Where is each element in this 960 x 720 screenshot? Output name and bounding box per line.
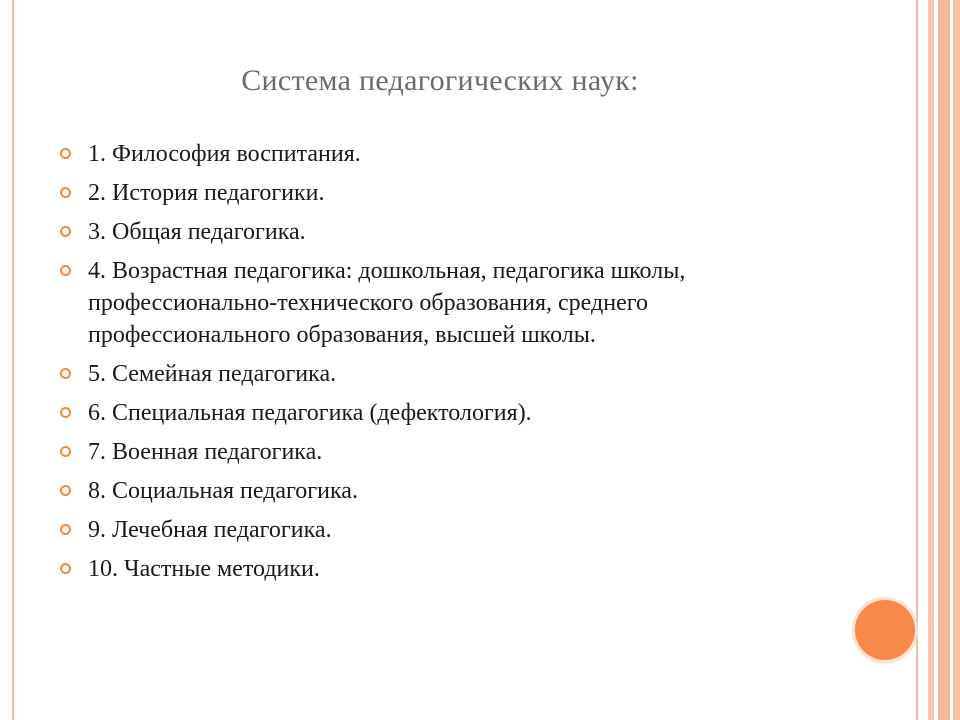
- list-item: [58, 358, 778, 390]
- slide-title: Система педагогических наук:: [241, 64, 639, 97]
- list-item-text: 4. Возрастная педагогика: дошкольная, педагогика школы, профессионально-технического образования, среднего профессионального образования, высшей школы.: [88, 258, 686, 348]
- list-item: [58, 397, 778, 429]
- circle-outline-icon: [60, 485, 71, 496]
- list-item: [58, 138, 778, 170]
- list-item-text: 3. Общая педагогика.: [88, 219, 306, 245]
- circle-outline-icon: [60, 226, 71, 237]
- list-item: [58, 436, 778, 468]
- orange-circle-icon: [855, 600, 915, 660]
- circle-outline-icon: [60, 524, 71, 535]
- list-item-text: 7. Военная педагогика.: [88, 439, 323, 465]
- list-item-text: 6. Специальная педагогика (дефектология).: [88, 400, 532, 426]
- circle-outline-icon: [60, 563, 71, 574]
- decorative-side-stripes: [918, 0, 960, 720]
- list-item-text: 1. Философия воспитания.: [88, 141, 361, 167]
- circle-outline-icon: [60, 265, 71, 276]
- content-list: [58, 138, 778, 592]
- circle-outline-icon: [60, 368, 71, 379]
- list-item: [58, 177, 778, 209]
- circle-outline-icon: [60, 148, 71, 159]
- list-item-text: 8. Социальная педагогика.: [88, 478, 358, 504]
- list-item: [58, 553, 778, 585]
- list-item: [58, 255, 778, 351]
- list-item-text: 9. Лечебная педагогика.: [88, 517, 332, 543]
- list-item: [58, 475, 778, 507]
- circle-outline-icon: [60, 407, 71, 418]
- list-item-text: 5. Семейная педагогика.: [88, 361, 337, 387]
- list-item-text: 2. История педагогики.: [88, 180, 325, 206]
- circle-outline-icon: [60, 187, 71, 198]
- list-item: [58, 514, 778, 546]
- circle-outline-icon: [60, 446, 71, 457]
- list-item-text: 10. Частные методики.: [88, 556, 320, 582]
- list-item: [58, 216, 778, 248]
